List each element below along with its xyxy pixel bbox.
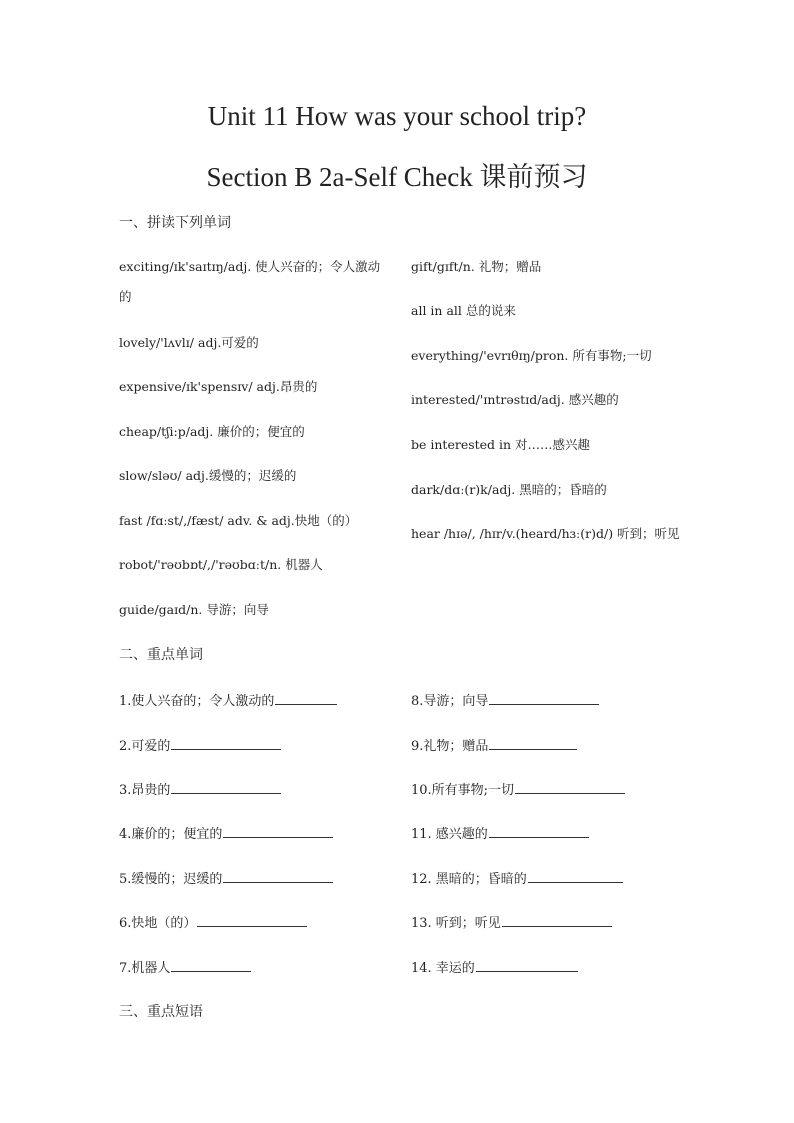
exercise-item: 5.缓慢的；迟缓的 bbox=[119, 868, 333, 887]
exercise-item: 6.快地（的） bbox=[119, 912, 307, 931]
exercise-item: 11. 感兴趣的 bbox=[411, 823, 589, 842]
answer-blank[interactable] bbox=[197, 912, 307, 927]
vocab-item: robot/'rəʊbɒt/,/'rəʊbɑːt/n. 机器人 bbox=[119, 557, 323, 572]
vocab-item: hear /hɪə/, /hɪr/v.(heard/hɜː(r)d/) 听到；听见 bbox=[411, 526, 680, 541]
exercise-item: 2.可爱的 bbox=[119, 735, 281, 754]
vocab-item: guide/gaɪd/n. 导游；向导 bbox=[119, 602, 269, 617]
answer-blank[interactable] bbox=[171, 779, 281, 794]
vocab-item: cheap/tʃi:p/adj. 廉价的；便宜的 bbox=[119, 424, 305, 439]
page-subtitle: Section B 2a-Self Check 课前预习 bbox=[206, 162, 588, 192]
vocab-item: expensive/ɪk'spensɪv/ adj.昂贵的 bbox=[119, 379, 318, 394]
vocab-item: lovely/'lʌvlɪ/ adj.可爱的 bbox=[119, 335, 259, 350]
answer-blank[interactable] bbox=[476, 957, 578, 972]
answer-blank[interactable] bbox=[275, 690, 337, 705]
exercise-item: 3.昂贵的 bbox=[119, 779, 281, 798]
answer-blank[interactable] bbox=[489, 823, 589, 838]
vocab-item: interested/'ɪntrəstɪd/adj. 感兴趣的 bbox=[411, 392, 619, 407]
section3-heading: 三、重点短语 bbox=[119, 1004, 203, 1020]
answer-blank[interactable] bbox=[489, 735, 577, 750]
page-title: Unit 11 How was your school trip? bbox=[207, 101, 587, 131]
vocab-item: fast /fɑːst/,/fæst/ adv. & adj.快地（的） bbox=[119, 513, 358, 528]
exercise-item: 8.导游；向导 bbox=[411, 690, 599, 709]
answer-blank[interactable] bbox=[515, 779, 625, 794]
vocab-item: exciting/ɪk'saɪtɪŋ/adj. 使人兴奋的；令人激动的 bbox=[119, 259, 381, 304]
answer-blank[interactable] bbox=[223, 868, 333, 883]
exercise-item: 1.使人兴奋的；令人激动的 bbox=[119, 690, 337, 709]
exercise-item: 4.廉价的；便宜的 bbox=[119, 823, 333, 842]
vocab-item: dark/dɑː(r)k/adj. 黑暗的；昏暗的 bbox=[411, 482, 607, 497]
answer-blank[interactable] bbox=[171, 957, 251, 972]
exercise-item: 10.所有事物;一切 bbox=[411, 779, 625, 798]
answer-blank[interactable] bbox=[223, 823, 333, 838]
answer-blank[interactable] bbox=[502, 912, 612, 927]
exercise-item: 12. 黑暗的；昏暗的 bbox=[411, 868, 623, 887]
exercise-item: 9.礼物；赠品 bbox=[411, 735, 577, 754]
vocab-item: gift/gɪft/n. 礼物；赠品 bbox=[411, 259, 542, 274]
exercise-item: 14. 幸运的 bbox=[411, 957, 578, 976]
vocab-item: be interested in 对……感兴趣 bbox=[411, 437, 591, 452]
vocab-item: everything/'evrɪθɪŋ/pron. 所有事物;一切 bbox=[411, 348, 652, 363]
answer-blank[interactable] bbox=[528, 868, 623, 883]
vocab-item: all in all 总的说来 bbox=[411, 303, 516, 318]
section1-heading: 一、拼读下列单词 bbox=[119, 215, 231, 231]
answer-blank[interactable] bbox=[171, 735, 281, 750]
exercise-item: 7.机器人 bbox=[119, 957, 251, 976]
exercise-item: 13. 听到；听见 bbox=[411, 912, 612, 931]
answer-blank[interactable] bbox=[489, 690, 599, 705]
section2-heading: 二、重点单词 bbox=[119, 647, 203, 663]
vocab-item: slow/sləʊ/ adj.缓慢的；迟缓的 bbox=[119, 468, 297, 483]
